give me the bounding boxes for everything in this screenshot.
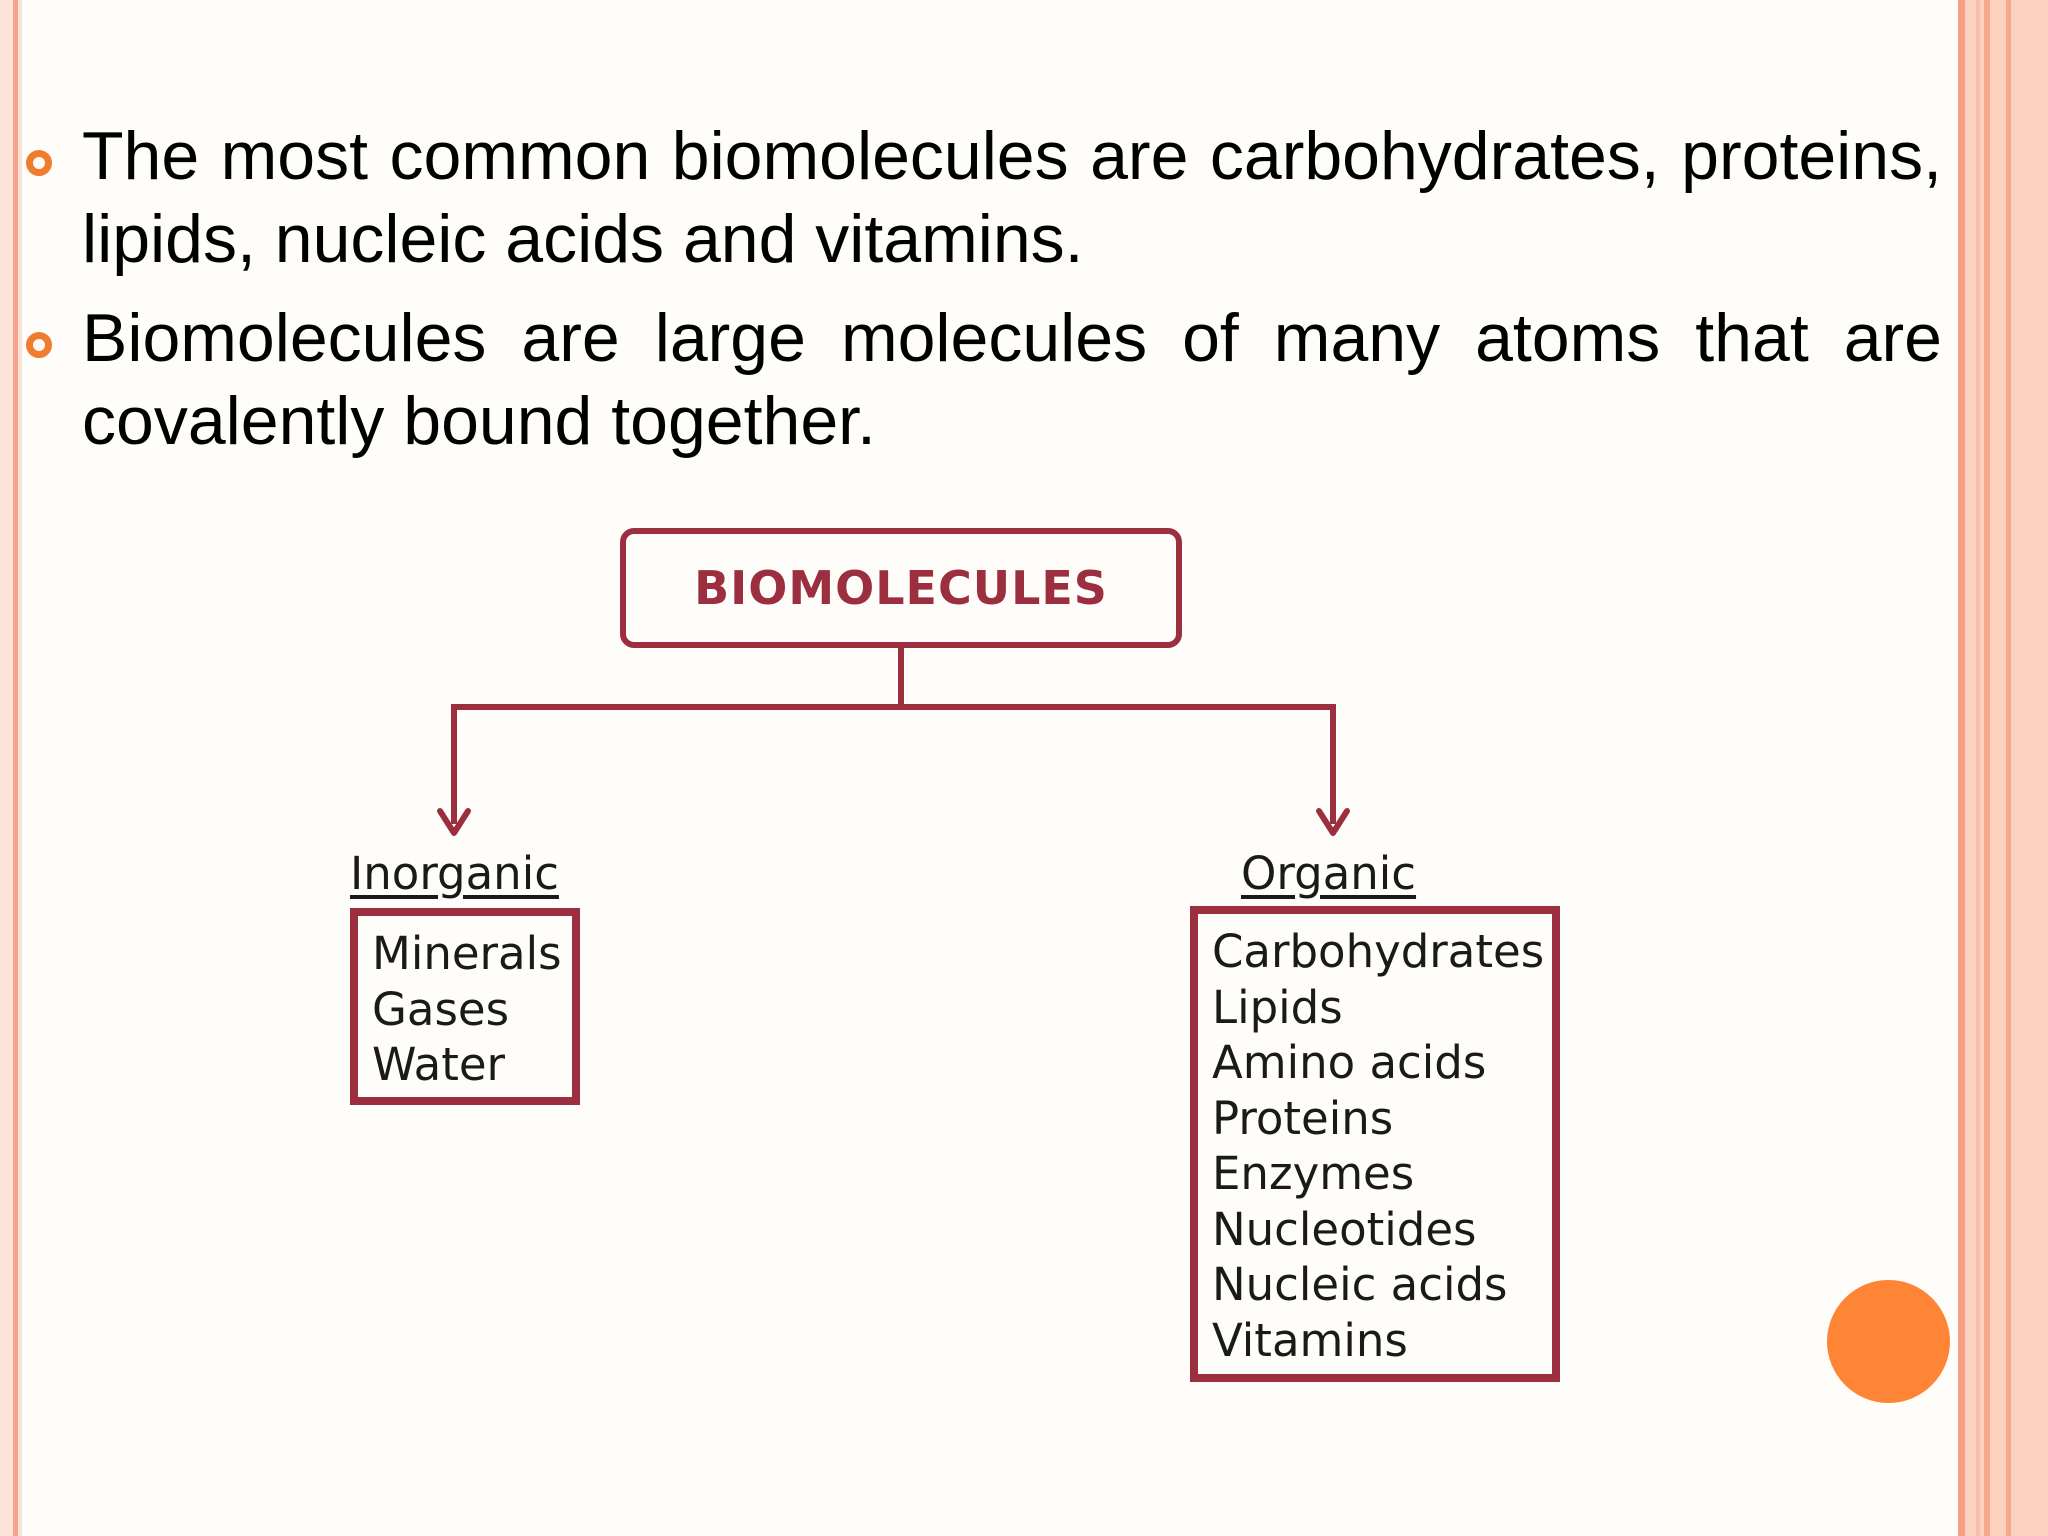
connector-stem xyxy=(898,648,904,710)
bullet-text: The most common biomolecules are carbohydrates, proteins, lipids, nucleic acids and vitamins. xyxy=(82,118,1942,277)
list-item: Water xyxy=(372,1038,506,1091)
list-item: Carbohydrates xyxy=(1212,925,1545,978)
bullet-text: Biomolecules are large molecules of many atoms that are covalently bound together. xyxy=(82,300,1942,459)
list-item: Gases xyxy=(372,982,510,1036)
connector-horizontal xyxy=(451,704,1336,710)
list-item: Amino acids xyxy=(1212,1036,1487,1089)
list-item: Nucleic acids xyxy=(1212,1258,1508,1311)
list-item: Lipids xyxy=(1212,980,1343,1034)
root-node-label: BIOMOLECULES xyxy=(694,561,1108,615)
arrowhead-right-icon xyxy=(1315,805,1351,839)
inorganic-list xyxy=(350,908,580,1105)
list-item: Enzymes xyxy=(1212,1147,1415,1200)
list-item: Proteins xyxy=(1212,1091,1394,1145)
inorganic-title: Inorganic xyxy=(350,847,559,900)
list-item: Vitamins xyxy=(1212,1313,1408,1367)
root-node xyxy=(620,528,1182,648)
arrowhead-left-icon xyxy=(436,805,472,839)
organic-list xyxy=(1190,906,1560,1382)
list-item: Nucleotides xyxy=(1212,1202,1477,1256)
list-item: Minerals xyxy=(372,927,562,980)
organic-title: Organic xyxy=(1241,847,1417,900)
decorative-orange-dot xyxy=(1827,1280,1950,1403)
